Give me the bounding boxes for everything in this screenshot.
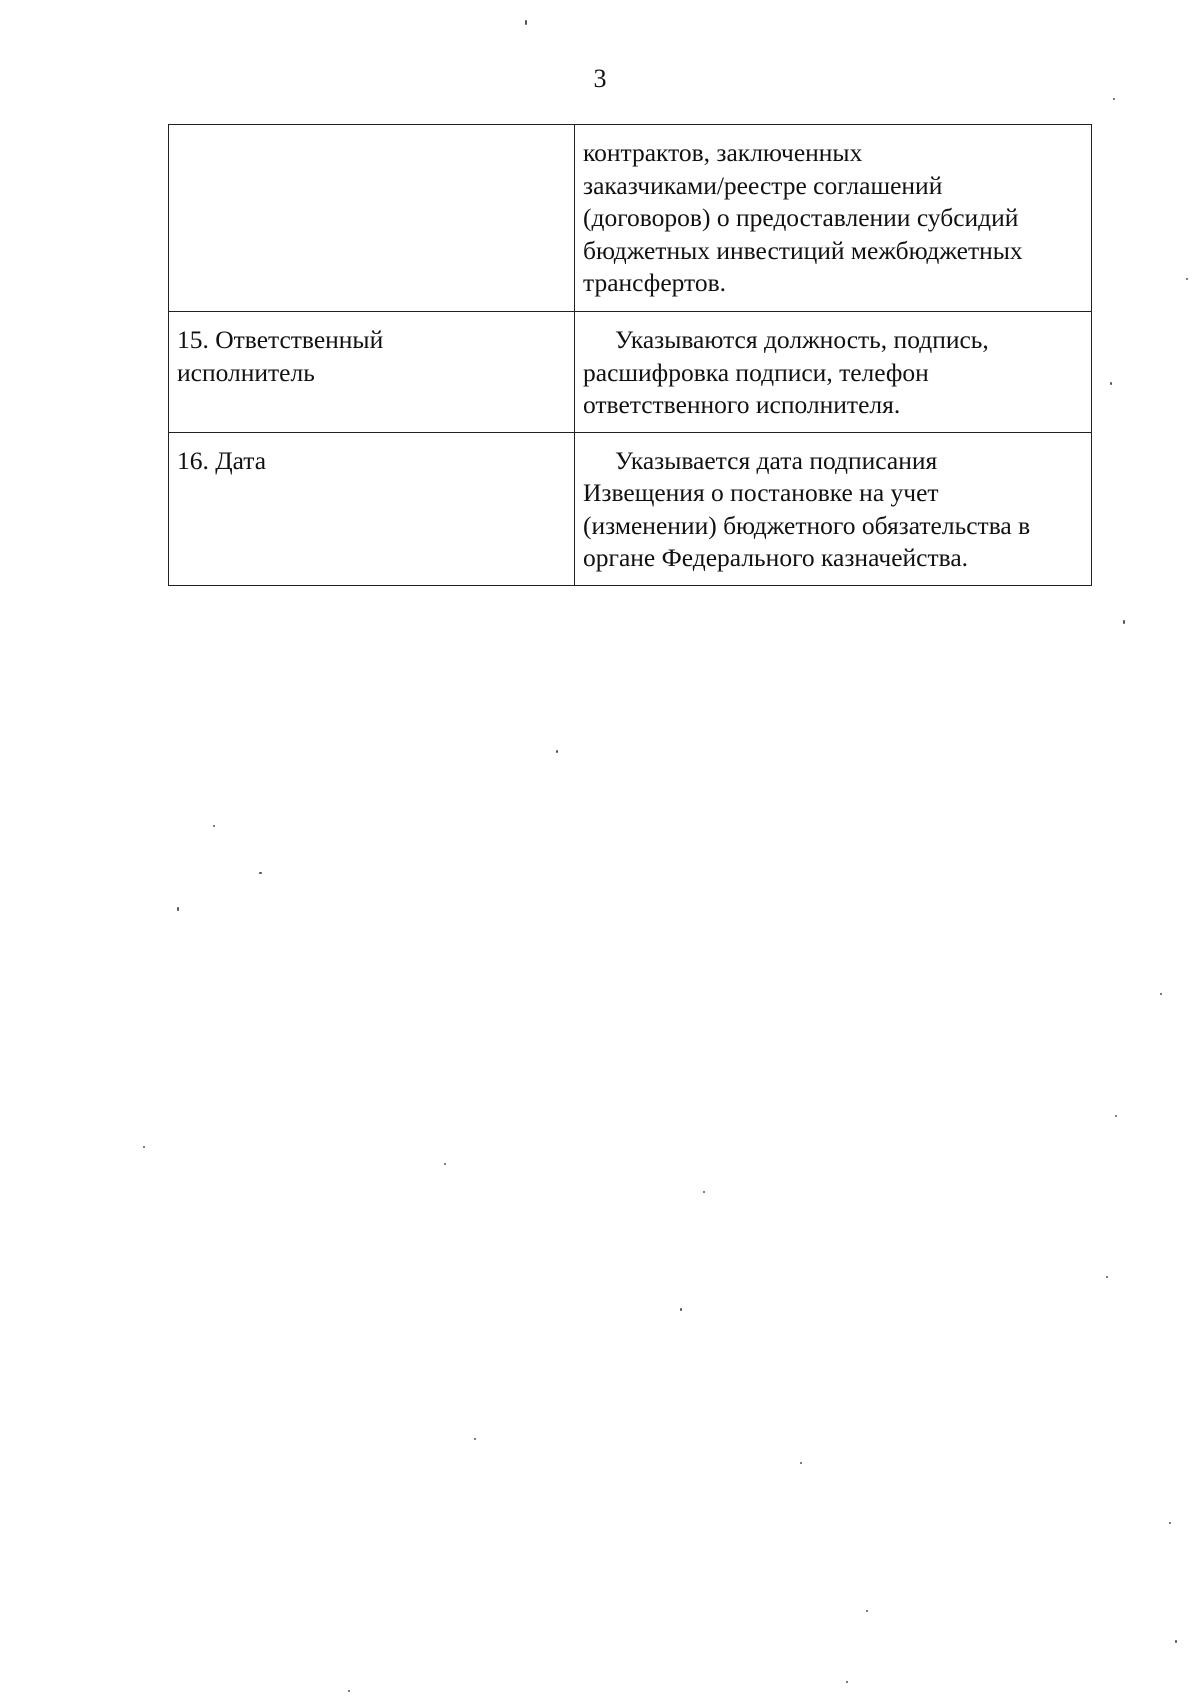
document-table xyxy=(168,124,1092,586)
table-cell-label xyxy=(169,312,575,433)
table-row xyxy=(169,312,1092,433)
label-line: исполнитель xyxy=(177,357,315,387)
table-cell-label xyxy=(169,432,575,585)
text-line: Указываются должность, подпись, xyxy=(615,325,989,354)
scan-speck xyxy=(1160,993,1162,995)
scan-speck xyxy=(1186,278,1188,280)
text-line: заказчиками/реестре соглашений xyxy=(583,170,943,200)
scan-speck xyxy=(177,907,179,911)
text-line: ответственного исполнителя. xyxy=(583,390,901,419)
text-line: бюджетных инвестиций межбюджетных xyxy=(583,235,1023,265)
text-line: Извещения о постановке на учет xyxy=(583,478,939,507)
table-cell-description xyxy=(575,432,1092,585)
scan-speck xyxy=(143,1146,145,1148)
scan-speck xyxy=(1113,98,1115,100)
scan-speck xyxy=(348,1690,350,1692)
scan-speck xyxy=(846,1681,848,1683)
text-line: контрактов, заключенных xyxy=(583,138,863,167)
scan-speck xyxy=(866,1610,868,1612)
text-line: трансфертов. xyxy=(583,268,727,297)
label-line: 15. Ответственный xyxy=(177,325,384,354)
table-row xyxy=(169,432,1092,585)
scan-speck xyxy=(1106,1276,1108,1278)
scan-speck xyxy=(1115,1115,1117,1117)
scan-speck xyxy=(259,872,262,874)
scan-speck xyxy=(213,825,215,827)
scan-speck xyxy=(680,1308,682,1311)
table-row xyxy=(169,125,1092,312)
text-line: (договоров) о предоставлении субсидий xyxy=(583,203,1019,232)
page-number: 3 xyxy=(593,64,607,93)
label-line: 16. Дата xyxy=(177,445,267,475)
scan-speck xyxy=(800,1462,802,1464)
scan-speck xyxy=(1175,1640,1177,1643)
table-cell-description xyxy=(575,125,1092,312)
text-line: органе Федерального казначейства. xyxy=(583,543,969,572)
scan-speck xyxy=(703,1191,705,1193)
scan-speck xyxy=(556,750,558,753)
text-line: Указывается дата подписания xyxy=(615,445,938,475)
scan-speck xyxy=(1110,382,1112,385)
scan-speck xyxy=(1169,1522,1171,1524)
scan-speck xyxy=(1123,620,1125,624)
scan-speck xyxy=(525,20,527,25)
scan-speck xyxy=(444,1163,446,1165)
table-cell-description xyxy=(575,312,1092,433)
text-line: расшифровка подписи, телефон xyxy=(583,357,929,387)
text-line: (изменении) бюджетного обязательства в xyxy=(583,510,1031,540)
scan-speck xyxy=(474,1438,476,1440)
table-cell-label xyxy=(169,125,575,312)
